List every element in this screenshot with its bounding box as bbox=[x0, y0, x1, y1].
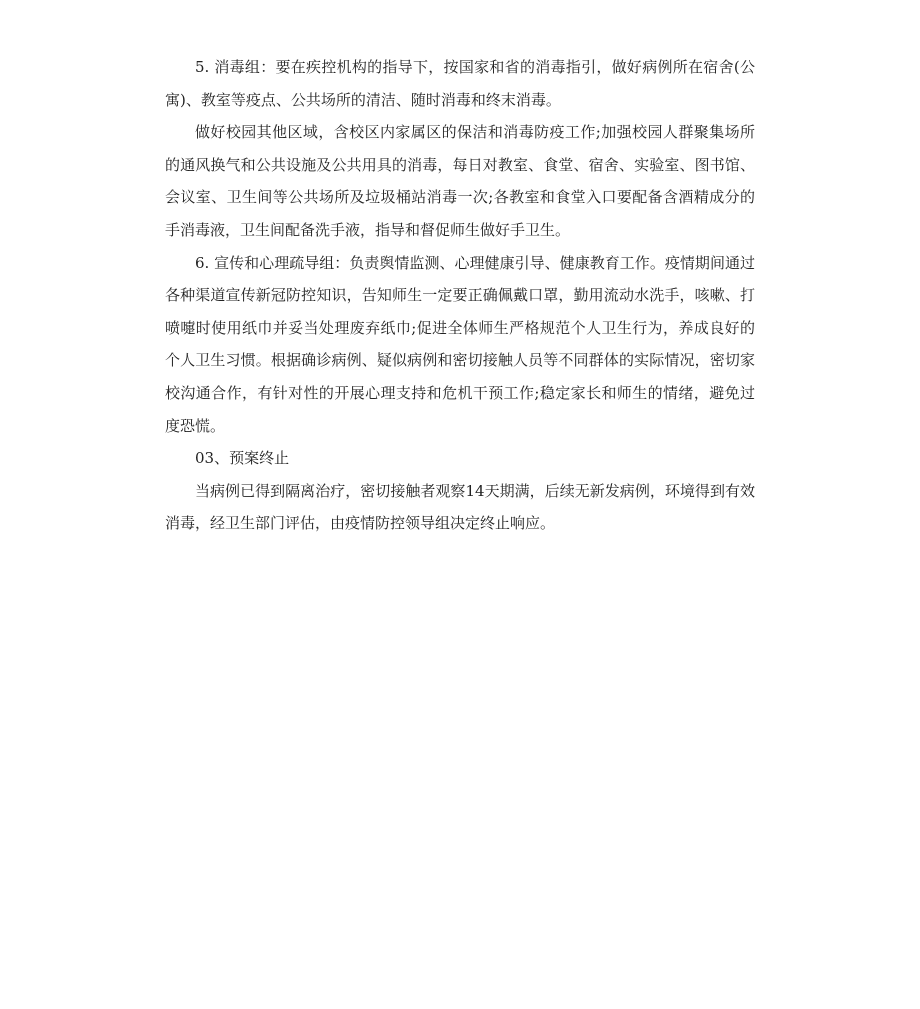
document-page bbox=[165, 51, 755, 540]
paragraph-campus-cleaning: 做好校园其他区域，含校区内家属区的保洁和消毒防疫工作;加强校园人群聚集场所的通风换气和公共设施及公共用具的消毒，每日对教室、食堂、宿舍、实验室、图书馆、会议室、卫生间等公共场所及垃圾桶站消毒一次;各教室和食堂入口要配备含酒精成分的手消毒液，卫生间配备洗手液，指导和督促师生做好手卫生。 bbox=[165, 123, 755, 239]
paragraph-publicity-psychology-group: 6. 宣传和心理疏导组：负责舆情监测、心理健康引导、健康教育工作。疫情期间通过各种渠道宣传新冠防控知识，告知师生一定要正确佩戴口罩，勤用流动水洗手，咳嗽、打喷嚏时使用纸巾并妥当处理废弃纸巾;促进全体师生严格规范个人卫生行为，养成良好的个人卫生习惯。根据确诊病例、疑似病例和密切接触人员等不同群体的实际情况，密切家校沟通合作，有针对性的开展心理支持和危机干预工作;稳定家长和师生的情绪，避免过度恐慌。 bbox=[165, 253, 755, 435]
paragraph-termination-conditions: 当病例已得到隔离治疗，密切接触者观察14天期满，后续无新发病例，环境得到有效消毒，经卫生部门评估，由疫情防控领导组决定终止响应。 bbox=[165, 481, 755, 533]
section-heading-plan-termination: 03、预案终止 bbox=[195, 449, 290, 468]
paragraph-disinfection-group: 5. 消毒组：要在疾控机构的指导下，按国家和省的消毒指引，做好病例所在宿舍(公寓)、教室等疫点、公共场所的清洁、随时消毒和终末消毒。 bbox=[165, 58, 755, 109]
